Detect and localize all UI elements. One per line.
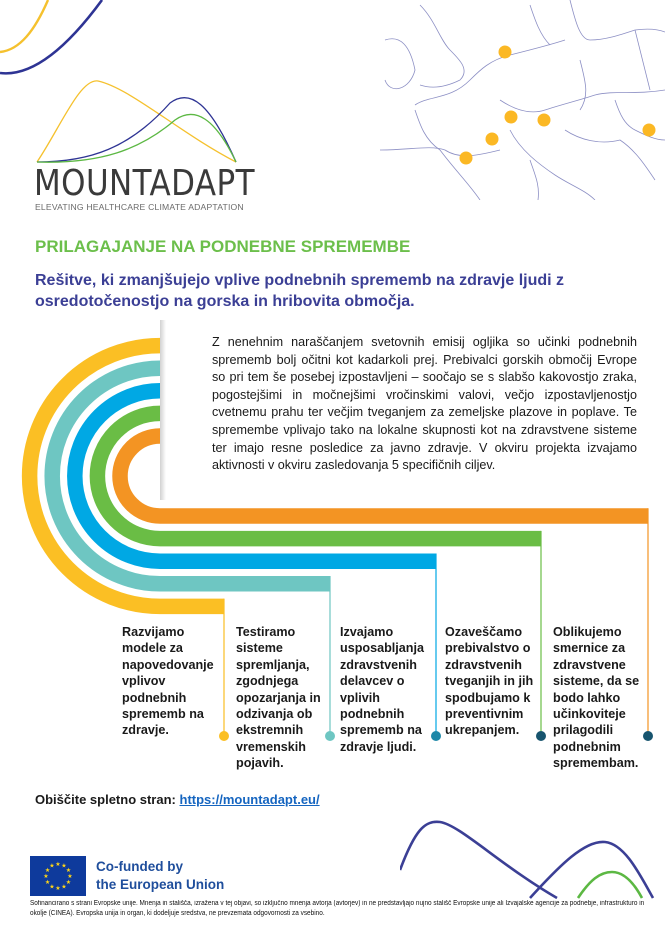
eu-star-icon: ★ <box>65 880 72 886</box>
brand-name: MOUNTADAPT <box>34 163 255 204</box>
goal-item <box>445 624 540 739</box>
funding-disclaimer: Sofinancirano s strani Evropske unije. Mnenja in stališča, izražena v tej objavi, so izključno mnenja avtorja (avtorjev) in ne predstavljajo nujno stališč Evropske unije ali Izvajalske agencije za podnebje, infrastrukturo in okolje (CINEA). Evropska unija in organ, ki dodeljuje sredstva, ne prevzemata odgovornosti za vsebino. <box>30 900 645 917</box>
goal-text: Testiramo sisteme spremljanja, zgodnjega opozarjanja in odzivanja ob ekstremnih vremenskih pojavih. <box>236 625 321 771</box>
goal-item <box>122 624 222 739</box>
site-dot-romania <box>643 124 656 137</box>
project-site-dots <box>460 46 656 165</box>
website-line <box>35 792 320 807</box>
eu-star-icon: ★ <box>44 880 51 886</box>
eu-line-1: Co-funded by <box>96 859 183 874</box>
eu-star-icon: ★ <box>61 863 67 870</box>
eu-flag-icon <box>30 856 86 896</box>
decorative-curves-bottom <box>400 780 665 900</box>
page-subtitle: Rešitve, ki zmanjšujejo vplive podnebnih sprememb na zdravje ljudi z osredotočenostjo na gorska in hribovita območja. <box>35 272 565 310</box>
goal-item <box>236 624 331 772</box>
eu-cofunded-text <box>96 858 224 894</box>
eu-star-icon: ★ <box>55 886 61 892</box>
site-dot-alps <box>505 111 518 124</box>
eu-star-icon: ★ <box>49 863 55 870</box>
site-dot-france <box>486 133 499 146</box>
eu-line-2: the European Union <box>96 877 225 892</box>
page-title: PRILAGAJANJE NA PODNEBNE SPREMEMBE <box>35 237 411 256</box>
mountadapt-logo-icon <box>30 78 250 168</box>
panel-shadow <box>160 320 166 500</box>
website-link[interactable]: https://mountadapt.eu/ <box>179 792 320 807</box>
eu-star-icon: ★ <box>44 868 51 874</box>
intro-paragraph: Z nenehnim naraščanjem svetovnih emisij ogljika so učinki podnebnih sprememb bolj očitni kot kadarkoli prej. Prebivalci gorskih območij Evrope so pri tem še posebej izpostavljeni – soočajo se s slabšo kakovostjo zraka, pogostejšimi in močnejšimi vročinskimi valovi, večjo izpostavljenostjo cvetnemu prahu ter večjim tveganjem za zemeljske plazove in poplave. Te spremembe vplivajo tako na lokalne skupnosti kot na zdravstvene sisteme ter imajo resne posledice za javno zdravje. V okviru projekta izvajamo aktivnosti v okviru zasledovanja 5 specifičnih ciljev. <box>212 335 637 473</box>
brand-tagline: ELEVATING HEALTHCARE CLIMATE ADAPTATION <box>35 202 244 212</box>
eu-star-icon: ★ <box>67 874 73 880</box>
goal-text: Razvijamo modele za napovedovanje vplivov podnebnih sprememb na zdravje. <box>122 625 214 738</box>
goal-item <box>340 624 436 755</box>
goal-text: Oblikujemo smernice za zdravstvene sisteme, da se bodo lahko učinkoviteje prilagodili podnebnim spremembam. <box>553 625 640 771</box>
eu-star-icon: ★ <box>49 884 55 891</box>
eu-star-icon: ★ <box>43 874 49 880</box>
eu-star-icon: ★ <box>55 862 61 868</box>
goal-item <box>553 624 651 772</box>
site-dot-pyrenees <box>460 152 473 165</box>
goal-text: Ozaveščamo prebivalstvo o zdravstvenih tveganjih in jih spodbujamo k preventivnim ukrepanjem. <box>445 625 534 738</box>
europe-map <box>380 0 665 200</box>
eu-star-icon: ★ <box>65 868 72 874</box>
eu-star-icon: ★ <box>61 884 67 891</box>
decorative-curves-top <box>0 0 120 80</box>
goal-text: Izvajamo usposabljanja zdravstvenih delavcev o vplivih podnebnih sprememb na zdravje ljudi. <box>340 625 424 754</box>
site-dot-austria <box>538 114 551 127</box>
site-dot-germany <box>499 46 512 59</box>
website-label: Obiščite spletno stran: <box>35 792 176 807</box>
